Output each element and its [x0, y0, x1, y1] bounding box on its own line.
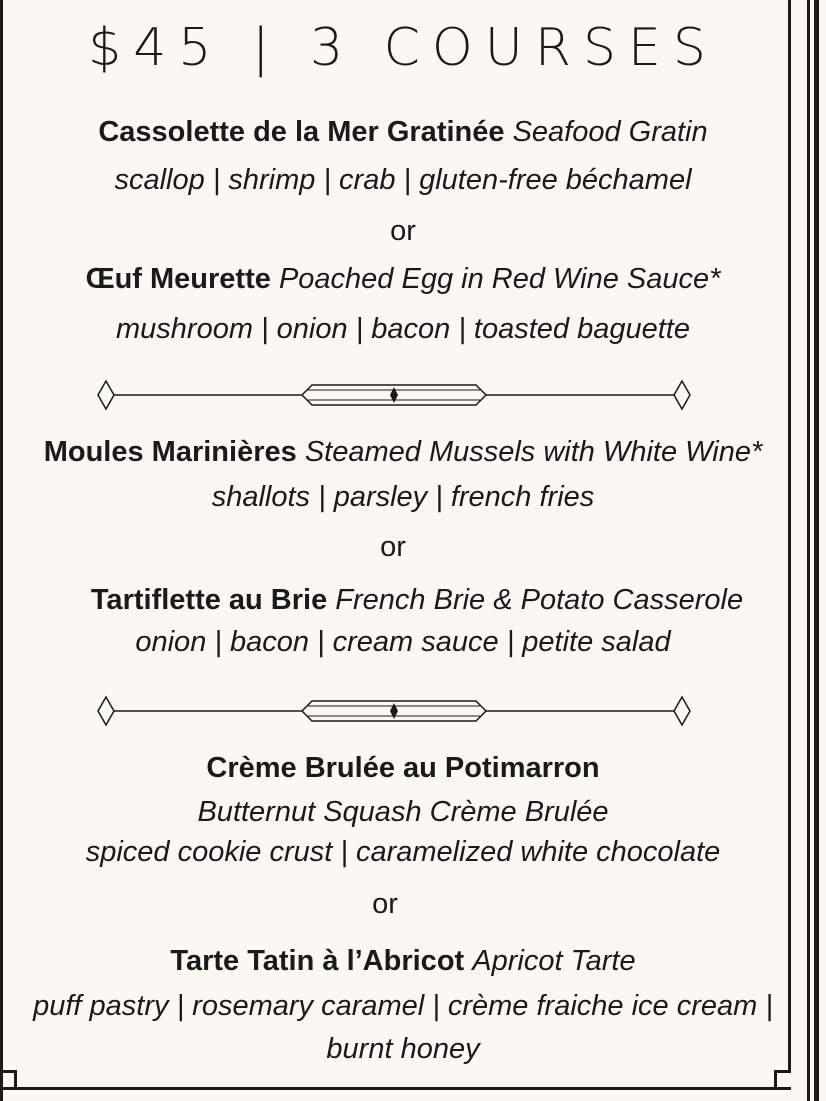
dish-details-text: mushroom | onion | bacon | toasted baguette [116, 313, 690, 345]
dish-details [0, 1033, 806, 1066]
dish-translation: French Brie & Potato Casserole [335, 584, 744, 616]
dish-details-text: burnt honey [326, 1033, 480, 1065]
dish-translation: Apricot Tarte [472, 945, 636, 977]
dish-details [0, 313, 806, 346]
frame-corner-notch-right-bar [774, 1070, 791, 1073]
dish-translation: Poached Egg in Red Wine Sauce* [278, 263, 721, 295]
frame-bottom-border [0, 1087, 791, 1090]
frame-outer-border-thick [814, 0, 819, 1101]
ornamental-divider [96, 694, 692, 728]
ornamental-divider [96, 378, 692, 412]
dish-name: Cassolette de la Mer Gratinée [98, 116, 505, 148]
dish-translation: Steamed Mussels with White Wine* [304, 436, 763, 468]
or-separator: or [372, 888, 398, 920]
menu-item-heading [0, 436, 806, 469]
dish-translation-line [0, 796, 806, 829]
dish-name: Moules Marinières [43, 436, 297, 468]
dish-details-text: scallop | shrimp | crab | gluten-free béchamel [114, 164, 692, 196]
dish-details [0, 626, 806, 659]
dish-name: Crème Brulée au Potimarron [206, 752, 600, 784]
dish-translation: Seafood Gratin [512, 116, 708, 148]
menu-item-heading [0, 263, 806, 296]
dish-details-text: shallots | parsley | french fries [211, 481, 595, 513]
dish-details [0, 481, 806, 514]
menu-title: $45 | 3 COURSES [88, 18, 718, 78]
dish-details [0, 836, 806, 869]
dish-name: Tartiflette au Brie [90, 584, 328, 616]
dish-details-text: onion | bacon | cream sauce | petite salad [135, 626, 671, 658]
dish-details [0, 990, 806, 1023]
dish-details-text: spiced cookie crust | caramelized white chocolate [85, 836, 721, 868]
dish-translation: Butternut Squash Crème Brulée [197, 796, 609, 828]
frame-corner-notch-right [774, 1070, 777, 1090]
frame-corner-notch-left [14, 1070, 17, 1090]
frame-outer-border [807, 0, 810, 1101]
frame-right-border [788, 0, 791, 1070]
dish-details-text: puff pastry | rosemary caramel | crème fraiche ice cream | [33, 990, 773, 1022]
menu-item-heading [0, 752, 806, 785]
menu-item-heading [0, 945, 806, 978]
dish-details [0, 164, 806, 197]
frame-corner-notch-left-bar [0, 1070, 17, 1073]
dish-name: Œuf Meurette [85, 263, 271, 295]
or-separator: or [380, 531, 406, 563]
menu-item-heading [0, 116, 806, 149]
menu-item-heading [14, 584, 820, 617]
dish-name: Tarte Tatin à l’Abricot [170, 945, 465, 977]
or-separator: or [390, 215, 416, 247]
